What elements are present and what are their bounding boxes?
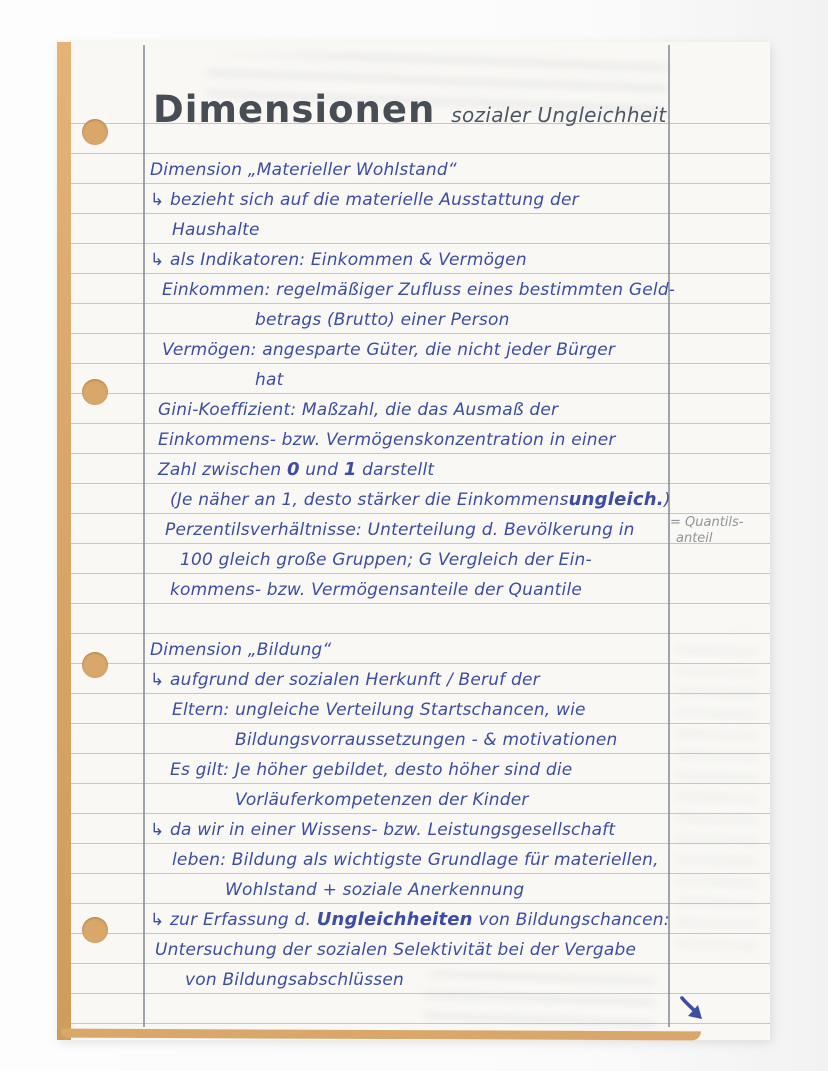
left-margin-line <box>143 45 145 1027</box>
punch-hole <box>82 119 108 145</box>
arrow-down-right-icon <box>675 992 711 1028</box>
note-line: Haushalte <box>172 220 260 240</box>
note-line: Perzentilsverhältnisse: Unterteilung d. Bevölkerung in <box>165 520 635 540</box>
note-line: Gini-Koeffizient: Maßzahl, die das Ausmaß der <box>158 400 559 420</box>
note-line: 100 gleich große Gruppen; G Vergleich der Ein- <box>180 550 592 570</box>
title-subtitle: sozialer Ungleichheit <box>451 103 667 127</box>
note-line: Vorläuferkompetenzen der Kinder <box>235 790 529 810</box>
note-line: Zahl zwischen 0 und 1 darstellt <box>158 459 435 480</box>
note-line: ↳ als Indikatoren: Einkommen & Vermögen <box>150 250 527 270</box>
note-line: ↳ aufgrund der sozialen Herkunft / Beruf der <box>150 670 540 690</box>
note-line: Einkommens- bzw. Vermögenskonzentration in einer <box>158 430 616 450</box>
note-line: kommens- bzw. Vermögensanteile der Quantile <box>170 580 583 600</box>
note-line: Dimension „Bildung“ <box>150 640 332 660</box>
note-line: (Je näher an 1, desto stärker die Einkommensungleich.) <box>170 489 671 510</box>
punch-hole <box>82 652 108 678</box>
note-line: leben: Bildung als wichtigste Grundlage für materiellen, <box>172 850 659 870</box>
margin-note-line: anteil <box>676 531 713 546</box>
note-line: hat <box>255 370 284 390</box>
margin-note <box>670 515 744 547</box>
page-title <box>153 88 666 131</box>
note-line: Einkommen: regelmäßiger Zufluss eines bestimmten Geld- <box>162 280 676 300</box>
note-line: Bildungsvorraussetzungen - & motivationen <box>235 730 618 750</box>
note-line: Wohlstand + soziale Anerkennung <box>225 880 525 900</box>
notebook-page <box>57 42 770 1040</box>
margin-note-line: = Quantils- <box>670 515 744 530</box>
notebook-cover-edge <box>57 42 71 1040</box>
note-line: ↳ bezieht sich auf die materielle Ausstattung der <box>150 190 579 210</box>
note-line: ↳ zur Erfassung d. Ungleichheiten von Bildungschancen: <box>150 909 670 930</box>
note-line: Dimension „Materieller Wohlstand“ <box>150 160 457 180</box>
note-line: Untersuchung der sozialen Selektivität bei der Vergabe <box>155 940 637 960</box>
note-line: Vermögen: angesparte Güter, die nicht jeder Bürger <box>162 340 616 360</box>
title-main: Dimensionen <box>153 88 436 131</box>
note-line: Eltern: ungleiche Verteilung Startschancen, wie <box>172 700 586 720</box>
note-line: Es gilt: Je höher gebildet, desto höher sind die <box>170 760 573 780</box>
note-line: von Bildungsabschlüssen <box>185 970 404 990</box>
note-line: betrags (Brutto) einer Person <box>255 310 510 330</box>
note-line: ↳ da wir in einer Wissens- bzw. Leistungsgesellschaft <box>150 820 616 840</box>
punch-hole <box>82 917 108 943</box>
punch-hole <box>82 379 108 405</box>
